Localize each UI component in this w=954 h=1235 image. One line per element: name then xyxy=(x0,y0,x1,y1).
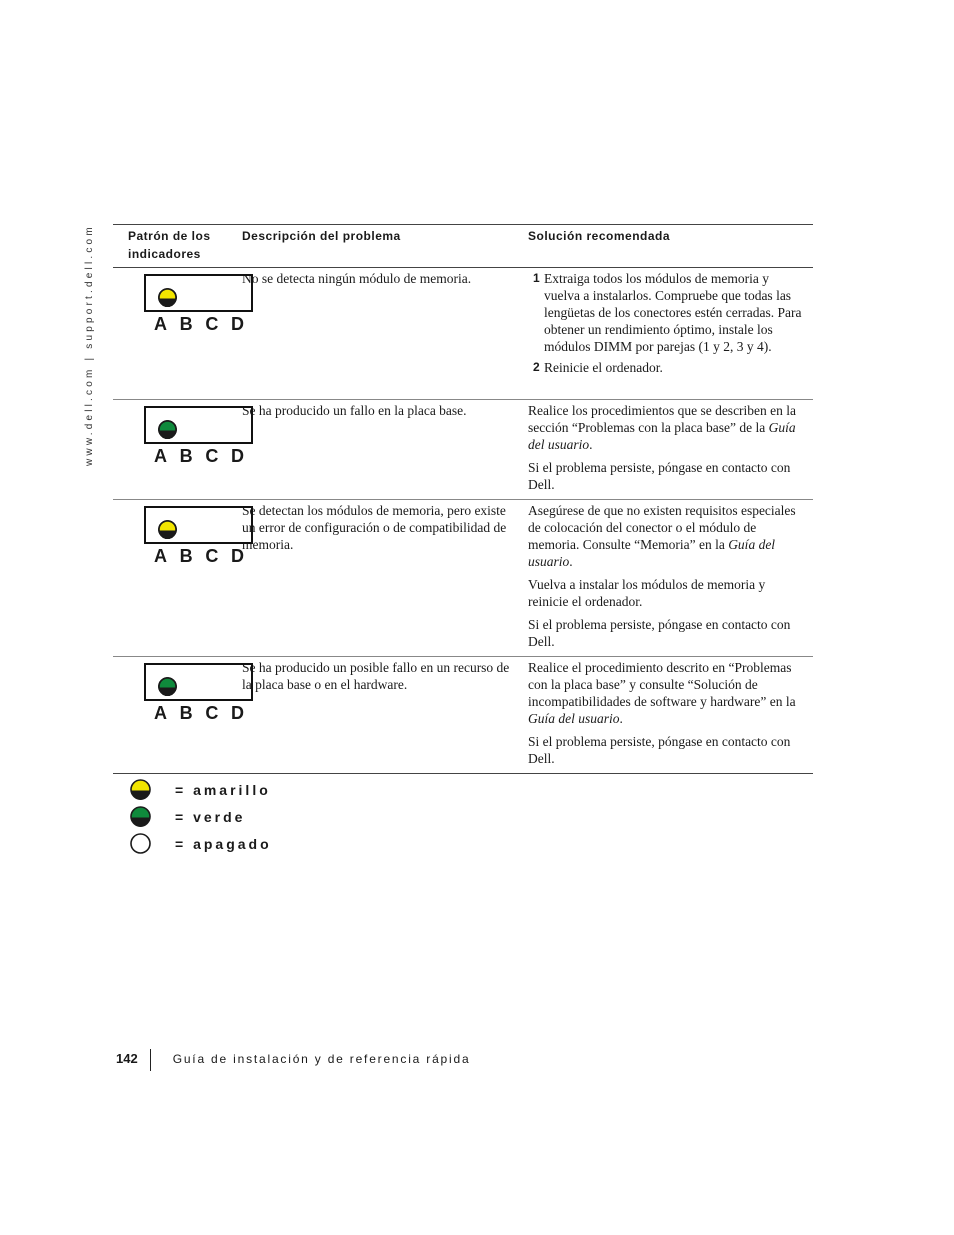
led-pattern xyxy=(144,506,253,544)
led-legend xyxy=(130,776,272,857)
step-text: Reinicie el ordenador. xyxy=(544,360,663,375)
legend-led-icon xyxy=(130,779,163,800)
led-letter: B xyxy=(179,314,193,334)
led-letter: C xyxy=(205,314,219,334)
step-number: 2 xyxy=(533,360,540,374)
legend-label: = amarillo xyxy=(175,781,271,798)
led-yellow-icon xyxy=(130,779,151,800)
led-pattern xyxy=(144,663,253,701)
led-letters xyxy=(154,314,244,334)
led-letter: B xyxy=(179,703,193,723)
led-d-icon xyxy=(158,288,177,307)
led-letter: A xyxy=(154,546,167,566)
led-letters xyxy=(154,703,244,723)
legend-item xyxy=(130,830,272,857)
table-row xyxy=(113,500,813,657)
led-green-icon xyxy=(130,806,151,827)
legend-led-icon xyxy=(130,833,163,854)
led-d-icon xyxy=(158,677,177,696)
solution-cell xyxy=(528,400,813,499)
table-header xyxy=(113,225,813,268)
step-number: 1 xyxy=(533,271,540,285)
led-letter: C xyxy=(205,546,219,566)
step-text: Extraiga todos los módulos de memoria y vuelva a instalarlos. Compruebe que todas las lengüetas de los conectores estén cerradas. Para obtener un rendimiento óptimo, instale los módulos DIMM por parejas (1 y 2, 3 y 4). xyxy=(544,271,802,354)
solution-text: . xyxy=(569,554,573,569)
solution-text: Realice el procedimiento descrito en “Problemas con la placa base” y consulte “Solución de incompatibilidades de software y hardware” en la xyxy=(528,660,796,709)
solution-text: Realice los procedimientos que se describen en la sección “Problemas con la placa base” de la xyxy=(528,403,797,435)
guide-reference: Guía del usuario xyxy=(528,420,796,452)
led-letter: A xyxy=(154,314,167,334)
pattern-cell xyxy=(113,400,242,499)
table-row xyxy=(113,400,813,500)
led-letter: A xyxy=(154,703,167,723)
legend-item xyxy=(130,776,272,803)
led-letter: D xyxy=(230,446,244,466)
solution-cell xyxy=(528,500,813,656)
led-off-icon xyxy=(130,833,151,854)
solution-paragraph xyxy=(528,659,807,727)
led-letter: D xyxy=(230,314,244,334)
legend-item xyxy=(130,803,272,830)
legend-led-icon xyxy=(130,806,163,827)
led-pattern xyxy=(144,274,253,312)
solution-text: . xyxy=(589,437,593,452)
table-row xyxy=(113,268,813,400)
solution-step xyxy=(533,270,807,355)
footer-title: Guía de instalación y de referencia rápida xyxy=(172,1052,471,1066)
footer-divider xyxy=(150,1049,151,1071)
led-letter: C xyxy=(205,703,219,723)
guide-reference: Guía del usuario xyxy=(528,711,620,726)
solution-paragraph xyxy=(528,502,807,570)
solution-paragraph xyxy=(528,402,807,453)
solution-paragraph: Si el problema persiste, póngase en contacto con Dell. xyxy=(528,734,791,766)
description-cell: Se ha producido un fallo en la placa base. xyxy=(242,403,467,418)
header-solution: Solución recomendada xyxy=(528,229,671,243)
page-number: 142 xyxy=(116,1051,138,1066)
sidebar-url: www.dell.com | support.dell.com xyxy=(84,224,95,466)
solution-text: Asegúrese de que no existen requisitos especiales de colocación del conector o el módulo de memoria. Consulte “Memoria” en la xyxy=(528,503,796,552)
solution-paragraph: Si el problema persiste, póngase en contacto con Dell. xyxy=(528,617,791,649)
description-cell: Se detectan los módulos de memoria, pero existe un error de configuración o de compatibilidad de memoria. xyxy=(242,503,507,552)
guide-reference: Guía del usuario xyxy=(528,537,776,569)
header-description: Descripción del problema xyxy=(242,229,401,243)
solution-paragraph: Si el problema persiste, póngase en contacto con Dell. xyxy=(528,460,791,492)
solution-cell xyxy=(528,657,813,773)
legend-label: = apagado xyxy=(175,835,272,852)
led-d-icon xyxy=(158,420,177,439)
led-letter: C xyxy=(205,446,219,466)
led-letters xyxy=(154,446,244,466)
led-d-icon xyxy=(158,520,177,539)
legend-label: = verde xyxy=(175,808,246,825)
pattern-cell xyxy=(113,268,242,399)
led-pattern xyxy=(144,406,253,444)
solution-cell xyxy=(528,268,813,399)
led-letter: B xyxy=(179,546,193,566)
led-letter: A xyxy=(154,446,167,466)
led-letters xyxy=(154,546,244,566)
pattern-cell xyxy=(113,657,242,773)
solution-text: . xyxy=(619,711,623,726)
led-letter: D xyxy=(230,546,244,566)
led-letter: B xyxy=(179,446,193,466)
description-cell: No se detecta ningún módulo de memoria. xyxy=(242,271,472,286)
led-letter: D xyxy=(230,703,244,723)
pattern-cell xyxy=(113,500,242,656)
solution-paragraph: Vuelva a instalar los módulos de memoria y reinicie el ordenador. xyxy=(528,577,766,609)
description-cell: Se ha producido un posible fallo en un recurso de la placa base o en el hardware. xyxy=(242,660,510,692)
page-footer xyxy=(116,1049,470,1071)
diagnostic-table xyxy=(113,224,813,774)
header-pattern: Patrón de los indicadores xyxy=(128,229,211,261)
solution-step xyxy=(533,359,807,376)
table-row xyxy=(113,657,813,774)
